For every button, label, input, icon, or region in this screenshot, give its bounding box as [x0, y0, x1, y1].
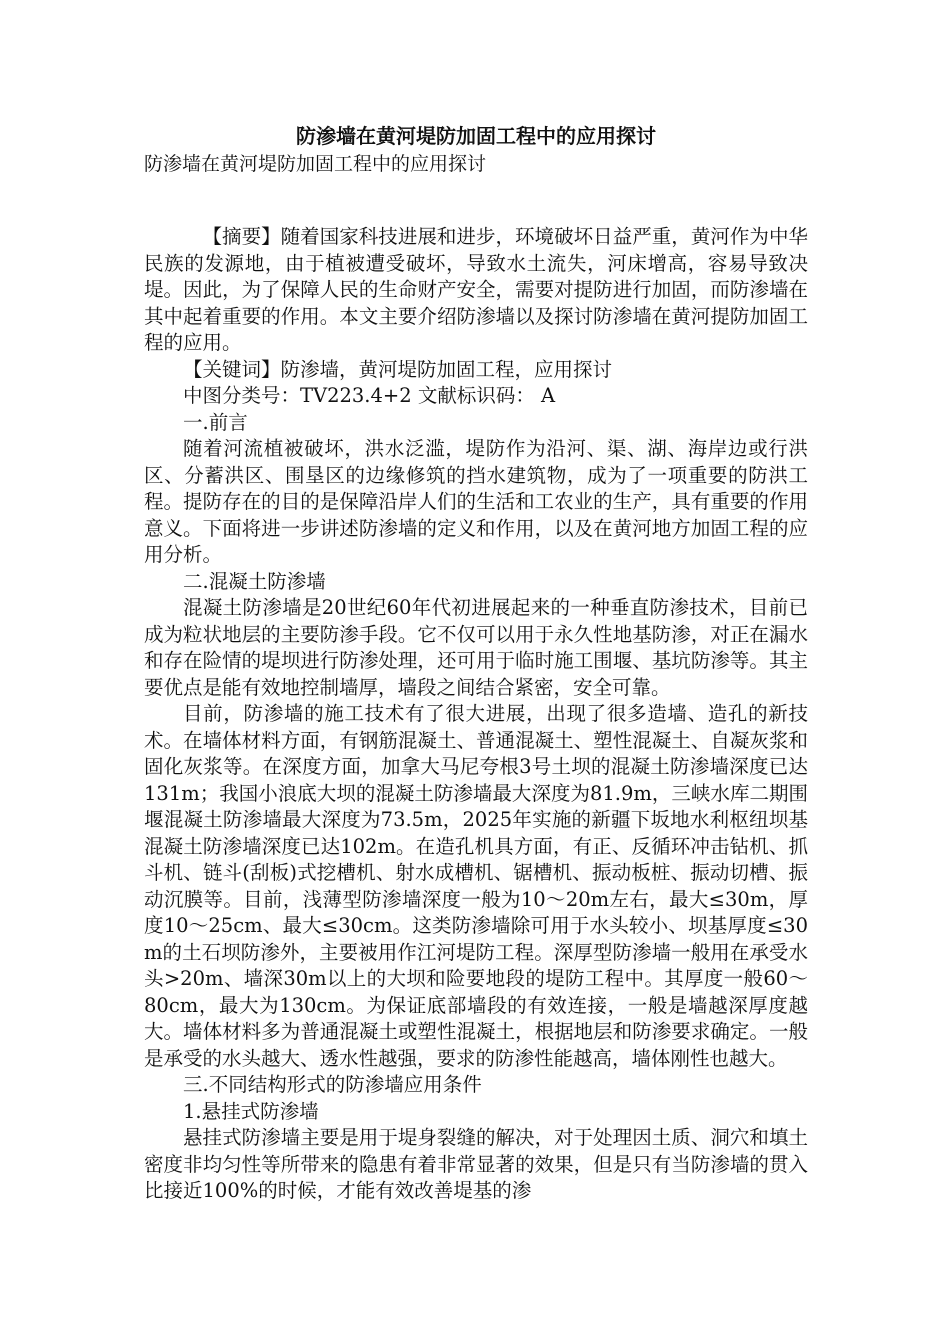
- keywords-line: 【关键词】防渗墙，黄河堤防加固工程，应用探讨: [183, 357, 613, 381]
- intro-paragraph: 随着河流植被破坏，洪水泛滥，堤防作为沿河、渠、湖、海岸边或行洪区、分蓄洪区、围垦区的边缘修筑的挡水建筑物，成为了一项重要的防洪工程。提防存在的目的是保障沿岸人们的生活和工农业的生产，具有重要的作用意义。下面将进一步讲述防渗墙的定义和作用，以及在黄河地方加固工程的应用分析。: [144, 437, 808, 566]
- classification-line: 中图分类号：TV223.4+2 文献标识码： A: [183, 384, 556, 407]
- section-heading-structures: 三.不同结构形式的防渗墙应用条件: [183, 1073, 482, 1096]
- document-body: [144, 122, 808, 1205]
- abstract-paragraph: 【摘要】随着国家科技进展和进步，环境破坏日益严重，黄河作为中华民族的发源地，由于植被遭受破坏，导致水土流失，河床增高，容易导致决堤。因此，为了保障人民的生命财产安全，需要对提防进行加固，而防渗墙在其中起着重要的作用。本文主要介绍防渗墙以及探讨防渗墙在黄河提防加固工程的应用。: [144, 225, 808, 354]
- document-subtitle: 防渗墙在黄河堤防加固工程中的应用探讨: [144, 153, 487, 175]
- concrete-wall-paragraph-2: 目前，防渗墙的施工技术有了很大进展，出现了很多造墙、造孔的新技术。在墙体材料方面，有钢筋混凝土、普通混凝土、塑性混凝土、自凝灰浆和固化灰浆等。在深度方面，加拿大马尼夸根3号土坝的混凝土防渗墙深度已达131m；我国小浪底大坝的混凝土防渗墙最大深度为81.9m，三峡水库二期围堰混凝土防渗墙最大深度为73.5m，2025年实施的新疆下坂地水利枢纽坝基混凝土防渗墙深度已达102m。在造孔机具方面，有正、反循环冲击钻机、抓斗机、链斗(刮板)式挖槽机、射水成槽机、锯槽机、振动板桩、振动切槽、振动沉膜等。目前，浅薄型防渗墙深度一般为10～20m左右，最大≤30m，厚度10～25cm、最大≤30cm。这类防渗墙除可用于水头较小、坝基厚度≤30m的土石坝防渗外，主要被用作江河堤防工程。深厚型防渗墙一般用在承受水头>20m、墙深30m以上的大坝和险要地段的堤防工程中。其厚度一般60～80cm，最大为130cm。为保证底部墙段的有效连接，一般是墙越深厚度越大。墙体材料多为普通混凝土或塑性混凝土，根据地层和防渗要求确定。一般是承受的水头越大、透水性越强，要求的防渗性能越高，墙体刚性也越大。: [144, 702, 808, 1070]
- document-title: 防渗墙在黄河堤防加固工程中的应用探讨: [296, 124, 656, 148]
- suspended-wall-paragraph: 悬挂式防渗墙主要是用于堤身裂缝的解决，对于处理因土质、洞穴和填土密度非均匀性等所带来的隐患有着非常显著的效果，但是只有当防渗墙的贯入比接近100%的时候，才能有效改善堤基的渗: [144, 1126, 808, 1202]
- subsection-heading-suspended-wall: 1.悬挂式防渗墙: [183, 1099, 319, 1123]
- section-heading-intro: 一.前言: [183, 410, 248, 434]
- section-heading-concrete-wall: 二.混凝土防渗墙: [183, 569, 326, 593]
- concrete-wall-paragraph-1: 混凝土防渗墙是20世纪60年代初进展起来的一种垂直防渗技术，目前已成为粒状地层的主要防渗手段。它不仅可以用于永久性地基防渗，对正在漏水和存在险情的堤坝进行防渗处理，还可用于临时施工围堰、基坑防渗等。其主要优点是能有效地控制墙厚，墙段之间结合紧密，安全可靠。: [144, 596, 808, 699]
